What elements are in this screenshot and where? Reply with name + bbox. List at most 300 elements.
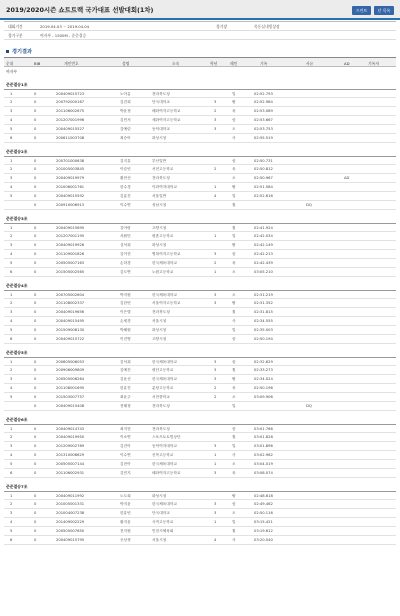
athlete-name-cell: 이슬빈 <box>120 167 131 171</box>
table-row <box>4 326 396 335</box>
record-time-cell: 03:04.019 <box>254 462 273 466</box>
lane-cell: 삼 <box>232 337 236 341</box>
bib-cell: 0 <box>34 368 37 372</box>
lane-cell: 일 <box>232 404 236 408</box>
bib-cell: 0 <box>34 520 37 524</box>
rank-cell: 6 <box>10 471 13 475</box>
rank-cell: 2 <box>10 167 13 171</box>
team-cell: 서현고등학교 <box>152 167 174 171</box>
athlete-id-cell: 200505006264 <box>56 377 85 381</box>
table-row <box>4 509 396 518</box>
athlete-name-cell: 김예진 <box>120 368 131 372</box>
athlete-name-cell: 전지원 <box>120 529 131 533</box>
table-row <box>4 469 396 478</box>
table-row <box>4 241 396 250</box>
athlete-name-cell: 이진영 <box>120 337 131 341</box>
bib-cell: 0 <box>34 435 37 439</box>
lane-cell: 칠 <box>232 203 236 207</box>
athlete-name-cell: 김효진 <box>120 194 131 198</box>
rank-cell: 2 <box>10 234 13 238</box>
lane-cell: 오 <box>232 270 236 274</box>
record-time-cell: 02:41.924 <box>254 226 273 230</box>
record-time-cell: 02:52.793 <box>254 92 273 96</box>
column-header: 기록 <box>260 61 268 66</box>
rank-cell: 3 <box>10 176 13 180</box>
bib-cell: 0 <box>34 92 37 96</box>
athlete-id-cell: 201207001996 <box>56 118 85 122</box>
team-cell: 한국체육대학교 <box>152 462 177 466</box>
athlete-name-cell: 공상정 <box>120 538 131 542</box>
athlete-id-cell: 201005003845 <box>56 167 85 171</box>
lane-cell: 팔 <box>232 185 236 189</box>
page-header <box>0 0 400 20</box>
record-time-cell: 02:52.984 <box>254 100 273 104</box>
team-cell: 화성시청 <box>152 494 167 498</box>
venue-value: 목동실내빙상장 <box>254 24 280 29</box>
lane-cell: 육 <box>232 386 236 390</box>
athlete-name-cell: 김민지 <box>120 471 131 475</box>
lane-cell: 칠 <box>232 310 236 314</box>
rank-cell: 2 <box>10 502 13 506</box>
grade-cell: 2 <box>214 109 217 113</box>
lane-cell: 오 <box>232 395 236 399</box>
table-row <box>4 259 396 268</box>
team-cell: 전라북도청 <box>152 404 170 408</box>
bib-cell: 0 <box>34 159 37 163</box>
table-row <box>4 500 396 509</box>
table-row <box>4 183 396 192</box>
rank-cell: 4 <box>10 252 13 256</box>
athlete-id-cell: 200409019979 <box>56 176 85 180</box>
table-row <box>4 491 396 500</box>
grade-cell: 4 <box>214 194 217 198</box>
rank-cell: 4 <box>10 118 13 122</box>
lane-cell: 일 <box>232 328 236 332</box>
athlete-name-cell: 김한빈 <box>120 301 131 305</box>
grade-cell: 2 <box>214 395 217 399</box>
lane-cell: 사 <box>232 319 236 323</box>
grade-cell: 2 <box>214 386 217 390</box>
lane-cell: 육 <box>232 471 236 475</box>
athlete-id-cell: 201209002769 <box>56 444 85 448</box>
rank-cell: 1 <box>10 159 13 163</box>
column-header: 개인번호 <box>64 61 79 66</box>
lane-cell: 오 <box>232 293 236 297</box>
athlete-id-cell: 201005001331 <box>56 502 85 506</box>
grade-cell: 2 <box>214 167 217 171</box>
heat-title-row <box>4 414 396 424</box>
athlete-name-cell: 박혜원 <box>120 328 131 332</box>
team-cell: 고양시청 <box>152 337 167 341</box>
rank-cell: 6 <box>10 337 13 341</box>
athlete-name-cell: 김예린 <box>120 127 131 131</box>
record-time-cell: 02:50.731 <box>254 159 273 163</box>
grade-cell: 1 <box>214 185 217 189</box>
table-row <box>4 201 396 210</box>
record-time-cell: 02:52.616 <box>254 194 273 198</box>
athlete-name-cell: 전혜정 <box>120 404 131 408</box>
table-row <box>4 357 396 366</box>
record-time-cell: 02:53.753 <box>254 127 273 131</box>
athlete-id-cell: 200409015722 <box>56 337 85 341</box>
grade-cell: 3 <box>214 301 217 305</box>
record-time-cell: 03:19.612 <box>254 529 273 533</box>
team-cell: 배화여자고등학교 <box>152 109 181 113</box>
athlete-name-cell: 서휘민 <box>120 234 131 238</box>
bib-cell: 0 <box>34 136 37 140</box>
team-cell: 노원고등학교 <box>152 270 174 274</box>
lane-cell: 일 <box>232 194 236 198</box>
table-row <box>4 536 396 545</box>
athlete-id-cell: 201106002675 <box>56 109 85 113</box>
athlete-name-cell: 노아름 <box>120 92 131 96</box>
athlete-name-cell: 최지현 <box>120 427 131 431</box>
team-cell: 세화여자고등학교 <box>152 118 181 122</box>
athlete-id-cell: 201207001195 <box>56 234 85 238</box>
team-cell: 전라북도청 <box>152 427 170 431</box>
rank-cell: 4 <box>10 520 13 524</box>
record-time-cell: 03:02.962 <box>254 453 273 457</box>
grade-cell: 3 <box>214 511 217 515</box>
heat-title: 준준결승5조 <box>6 350 28 355</box>
heat-title: 준준결승7조 <box>6 484 28 489</box>
team-cell: 인천시체육회 <box>152 529 174 533</box>
bib-cell: 0 <box>34 252 37 256</box>
team-cell: 이화여자대학교 <box>152 185 177 189</box>
athlete-name-cell: 박윤정 <box>120 109 131 113</box>
athlete-id-cell: 200409015795 <box>56 538 85 542</box>
rank-cell: 5 <box>10 529 13 533</box>
team-cell: 스포츠토토빙상단 <box>152 435 181 439</box>
team-cell: 고양시청 <box>152 226 167 230</box>
team-cell: 화성시청 <box>152 328 167 332</box>
table-row <box>4 433 396 442</box>
lane-cell: 삼 <box>232 118 236 122</box>
rank-cell: 6 <box>10 136 13 140</box>
athlete-id-cell: 200409019926 <box>56 243 85 247</box>
heat-title: 준준결승1조 <box>6 82 28 87</box>
rank-cell: 5 <box>10 328 13 332</box>
lane-cell: 삼 <box>232 252 236 256</box>
record-time-cell: 03:01.766 <box>254 427 273 431</box>
column-header: 학년 <box>210 61 218 66</box>
lane-cell: 육 <box>232 261 236 265</box>
table-row <box>4 335 396 344</box>
rank-cell: 4 <box>10 453 13 457</box>
record-time-cell: 02:34.024 <box>254 377 273 381</box>
lane-cell: 사 <box>232 538 236 542</box>
athlete-name-cell: 박지윤 <box>120 502 131 506</box>
athlete-name-cell: 김이현 <box>120 252 131 256</box>
table-row <box>4 89 396 98</box>
record-time-cell: 02:50.812 <box>254 167 273 171</box>
grade-cell: 3 <box>214 118 217 122</box>
heat-title: 준준결승2조 <box>6 149 28 154</box>
record-time-cell: 02:50.967 <box>254 176 273 180</box>
bib-cell: 0 <box>34 293 37 297</box>
bib-cell: 0 <box>34 471 37 475</box>
team-cell: 신목고등학교 <box>152 453 174 457</box>
team-cell: 사직고등학교 <box>152 520 174 524</box>
bib-cell: 0 <box>34 360 37 364</box>
results-table <box>4 57 396 609</box>
team-cell: 서울시청 <box>152 319 167 323</box>
lane-cell: 오 <box>232 127 236 131</box>
athlete-id-cell: 200409015592 <box>56 194 85 198</box>
table-row <box>4 518 396 527</box>
bib-cell: 0 <box>34 538 37 542</box>
record-time-cell: 03:09.906 <box>254 395 273 399</box>
athlete-id-cell: 201109001826 <box>56 252 85 256</box>
bib-cell: 0 <box>34 511 37 515</box>
grade-cell: 1 <box>214 462 217 466</box>
lane-cell: 일 <box>232 520 236 524</box>
rank-cell: 5 <box>10 127 13 131</box>
date-value: 2019.04.03 ~ 2019.04.04 <box>40 24 90 29</box>
bib-cell: 0 <box>34 301 37 305</box>
grade-cell: 4 <box>214 538 217 542</box>
bib-cell: 0 <box>34 118 37 122</box>
heat-title-row <box>4 213 396 223</box>
athlete-id-cell: 201409002229 <box>56 520 85 524</box>
athlete-name-cell: 김아랑 <box>120 226 131 230</box>
table-row <box>4 107 396 116</box>
grade-cell: 3 <box>214 293 217 297</box>
team-cell: 성남시청 <box>152 203 167 207</box>
bib-cell: 0 <box>34 328 37 332</box>
rank-cell: 3 <box>10 310 13 314</box>
record-time-cell: 02:31.815 <box>254 310 273 314</box>
grade-cell: 1 <box>214 234 217 238</box>
bib-cell: 0 <box>34 185 37 189</box>
athlete-id-cell: 200611003708 <box>56 136 85 140</box>
column-header: BIB <box>34 61 41 66</box>
table-row <box>4 116 396 125</box>
record-time-cell: 02:34.555 <box>254 319 273 323</box>
record-time-cell: 02:50.196 <box>254 386 273 390</box>
record-time-cell: 02:35.003 <box>254 328 273 332</box>
team-cell: 평촌고등학교 <box>152 234 174 238</box>
rank-cell: 1 <box>10 494 13 498</box>
rank-cell: 5 <box>10 261 13 265</box>
athlete-id-cell: 200409015723 <box>56 92 85 96</box>
athlete-name-cell: 한유진 <box>120 386 131 390</box>
bib-cell: 0 <box>34 127 37 131</box>
heat-title: 준준결승3조 <box>6 216 28 221</box>
table-row <box>4 125 396 134</box>
bib-cell: 0 <box>34 203 37 207</box>
bib-cell: 0 <box>34 194 37 198</box>
column-header: 순위 <box>6 61 14 66</box>
athlete-id-cell: 200906009809 <box>56 368 85 372</box>
rank-cell: 1 <box>10 226 13 230</box>
table-row <box>4 375 396 384</box>
team-cell: 한국체육대학교 <box>152 360 177 364</box>
column-header-row <box>4 57 396 67</box>
athlete-id-cell: 200409015527 <box>56 127 85 131</box>
team-cell: 서울시청 <box>152 538 167 542</box>
lane-cell: 칠 <box>232 226 236 230</box>
heat-title-row <box>4 146 396 156</box>
athlete-id-cell: 201505002565 <box>56 270 85 274</box>
rank-cell: 3 <box>10 377 13 381</box>
athlete-name-cell: 한유빈 <box>120 511 131 515</box>
athlete-name-cell: 최윤주 <box>120 395 131 399</box>
table-row <box>4 317 396 326</box>
rank-cell: 5 <box>10 395 13 399</box>
bib-cell: 0 <box>34 337 37 341</box>
athlete-name-cell: 심석희 <box>120 243 131 247</box>
rank-cell: 3 <box>10 109 13 113</box>
grade-cell: 2 <box>214 261 217 265</box>
rank-cell: 1 <box>10 293 13 297</box>
athlete-name-cell: 김도연 <box>120 270 131 274</box>
bib-cell: 0 <box>34 261 37 265</box>
bib-cell: 0 <box>34 176 37 180</box>
athlete-name-cell: 김민서 <box>120 118 131 122</box>
record-time-cell: 02:33.273 <box>254 368 273 372</box>
record-time-cell: 03:01.896 <box>254 444 273 448</box>
team-cell: 단국대학교 <box>152 511 170 515</box>
grade-cell: 1 <box>214 270 217 274</box>
record-time-cell: 02:42.439 <box>254 261 273 265</box>
rank-cell: 6 <box>10 270 13 274</box>
bib-cell: 0 <box>34 243 37 247</box>
record-time-cell: 02:51.584 <box>254 185 273 189</box>
lane-cell: 오 <box>232 462 236 466</box>
rank-cell: 1 <box>10 427 13 431</box>
team-cell: 한국체육대학교 <box>152 261 177 265</box>
heat-title: 준준결승6조 <box>6 417 28 422</box>
athlete-id-cell: 201503007757 <box>56 395 85 399</box>
rank-cell: 5 <box>10 462 13 466</box>
rank-cell: 3 <box>10 444 13 448</box>
team-cell: 화성시청 <box>152 243 167 247</box>
athlete-name-cell: 박지원 <box>120 293 131 297</box>
record-time-cell: 02:42.034 <box>254 234 273 238</box>
lane-cell: 사 <box>232 136 236 140</box>
lane-cell: 칠 <box>232 529 236 533</box>
table-row <box>4 192 396 201</box>
bib-cell: 0 <box>34 167 37 171</box>
bib-cell: 0 <box>34 234 37 238</box>
athlete-id-cell: 200409019656 <box>56 310 85 314</box>
table-row <box>4 299 396 308</box>
bib-cell: 0 <box>34 529 37 533</box>
record-time-cell: 02:42.213 <box>254 252 273 256</box>
rank-cell: 1 <box>10 92 13 96</box>
page-title: 2019/2020시즌 쇼트트랙 국가대표 선발대회(1차) <box>6 6 154 14</box>
rank-cell: 2 <box>10 100 13 104</box>
rank-cell: 4 <box>10 185 13 189</box>
athlete-id-cell: 200505007163 <box>56 261 85 265</box>
bib-cell: 0 <box>34 310 37 314</box>
gender-label: 여자부 <box>6 69 18 74</box>
record-time-cell: 02:53.089 <box>254 109 273 113</box>
lane-cell: 삼 <box>232 360 236 364</box>
athlete-id-cell: 200792000167 <box>56 100 85 104</box>
table-row <box>4 174 396 183</box>
grade-cell: 3 <box>214 100 217 104</box>
rank-cell: 4 <box>10 319 13 323</box>
team-cell: 서현중학교 <box>152 395 170 399</box>
lane-cell: 팔 <box>232 243 236 247</box>
bib-cell: 0 <box>34 462 37 466</box>
lane-cell: 삼 <box>232 502 236 506</box>
athlete-name-cell: 노도희 <box>120 494 131 498</box>
print-button[interactable]: 프린트 <box>352 6 371 15</box>
team-cell: 평단고등학교 <box>152 368 174 372</box>
table-row <box>4 527 396 536</box>
record-time-cell: 02:31.219 <box>254 293 273 297</box>
bib-cell: 0 <box>34 453 37 457</box>
bib-cell: 0 <box>34 270 37 274</box>
athlete-name-cell: 이은별 <box>120 310 131 314</box>
bib-cell: 0 <box>34 494 37 498</box>
athlete-name-cell: 황지윤 <box>120 520 131 524</box>
rank-cell: 1 <box>10 360 13 364</box>
athlete-id-cell: 200910006913 <box>56 203 85 207</box>
record-time-cell: 02:48.618 <box>254 494 273 498</box>
athlete-id-cell: 200409014743 <box>56 427 85 431</box>
bib-cell: 0 <box>34 395 37 399</box>
rank-cell: 2 <box>10 301 13 305</box>
table-row <box>4 424 396 433</box>
reason-cell: DQ <box>306 203 312 207</box>
grade-cell: 3 <box>214 127 217 131</box>
athlete-name-cell: 김건희 <box>120 100 131 104</box>
info-row-date <box>4 22 396 31</box>
athlete-name-cell: 한수경 <box>120 185 131 189</box>
column-header: 레인 <box>230 61 238 66</box>
bib-cell: 0 <box>34 386 37 390</box>
team-cell: 서울일반 <box>152 194 167 198</box>
lane-cell: 일 <box>232 92 236 96</box>
athlete-id-cell: 200505007650 <box>56 529 85 533</box>
team-cell: 전라북도청 <box>152 176 170 180</box>
bib-cell: 0 <box>34 109 37 113</box>
lane-cell: 일 <box>232 234 236 238</box>
date-label: 대회기간 <box>8 24 23 29</box>
athlete-id-cell: 200409019950 <box>56 435 85 439</box>
event-label: 경기구분 <box>8 33 23 38</box>
record-time-cell: 03:01.828 <box>254 435 273 439</box>
table-row <box>4 460 396 469</box>
grade-cell: 3 <box>214 252 217 256</box>
table-row <box>4 232 396 241</box>
record-time-cell: 02:50.194 <box>254 337 273 341</box>
athlete-id-cell: 201310006629 <box>56 453 85 457</box>
column-header: 사유 <box>306 61 314 66</box>
record-time-cell: 02:53.667 <box>254 118 273 122</box>
record-time-cell: 02:50.116 <box>254 511 273 515</box>
athlete-name-cell: 김석희 <box>120 360 131 364</box>
reason-cell: DQ <box>306 404 312 408</box>
bib-cell: 0 <box>34 319 37 323</box>
team-cell: 한국체육대학교 <box>152 293 177 297</box>
athlete-id-cell: 201006001761 <box>56 185 85 189</box>
record-time-cell: 02:31.352 <box>254 301 273 305</box>
record-time-cell: 03:20.040 <box>254 538 273 542</box>
athlete-id-cell: 200505007144 <box>56 462 85 466</box>
heat-title-row <box>4 481 396 491</box>
athlete-name-cell: 최승아 <box>120 136 131 140</box>
close-list-button[interactable]: 닫 목록 <box>374 6 394 15</box>
athlete-id-cell: 201509008130 <box>56 328 85 332</box>
grade-cell: 3 <box>214 502 217 506</box>
heat-title-row <box>4 79 396 89</box>
rank-cell: 3 <box>10 243 13 247</box>
